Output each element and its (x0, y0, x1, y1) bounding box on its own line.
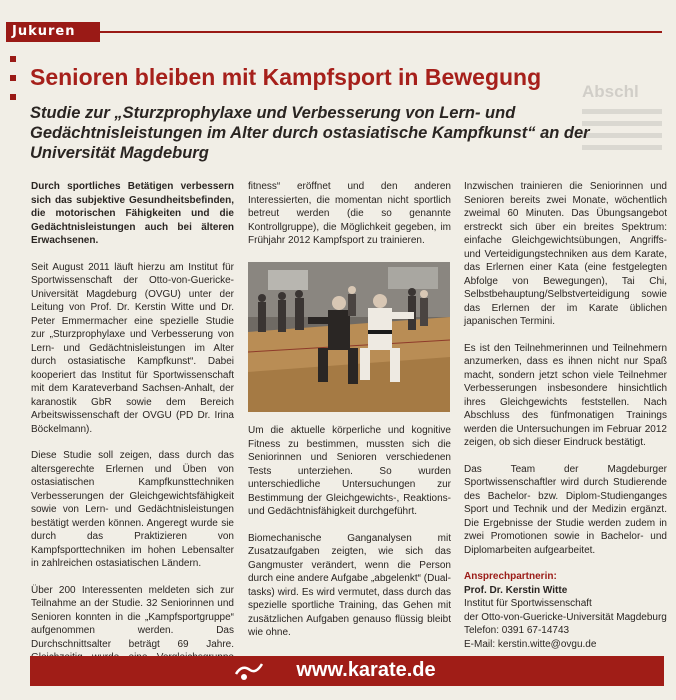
contact-heading: Ansprechpartnerin: (464, 571, 557, 582)
article-headline: Senioren bleiben mit Kampfsport in Bewegung (30, 64, 542, 90)
bleed-through-heading: Abschl (582, 82, 639, 101)
contact-institute: Institut für Sportwissenschaft (464, 598, 592, 609)
contact-phone: Telefon: 0391 67-14743 (464, 625, 570, 636)
text-column-2 (248, 180, 451, 261)
paragraph: Es ist den Teilnehmerinnen und Teilnehmern anzumerken, dass es ihnen nicht nur Spaß macht, sondern jetzt schon viele Teilnehmer Verbesserungen insbesondere hinsichtlich ihres Gleichgewichts feststellen. Nach Abschluss des fünfmonatigen Trainings werden die Untersuchungen im Februar 2012 zeigen, ob sich dieser Eindruck bestätigt. (464, 342, 667, 448)
decorative-squares (10, 56, 16, 113)
training-photo (248, 262, 450, 412)
bleed-line (582, 109, 662, 114)
paragraph: Das Team der Magdeburger Sportwissenschaftler wird durch Studierende des Bachelor- bzw. Diplom-Studienganges Sport und Technik und der Medizin ergänzt. Die Ergebnisse der Studie werden zudem in zwei Promotionen sowie in Bachelor- und Diplomarbeiten aufgearbeitet. (464, 463, 667, 556)
paragraph: Inzwischen trainieren die Seniorinnen und Senioren bereits zwei Monate, wöchentlich zweimal 60 Minuten. Das Übungsangebot erstreckt sich über ein breites Spektrum: einfache Gleichgewichtsübungen, Angriffs- und Verteidigungstechniken aus dem Karate, das Erlernen einer Kata (eine festgelegten Abfolge von Bewegungen), Tai Chi, Selbstbehauptung/Selbstverteidigung sowie das Erlernen der im Karate üblichen japanischen Termini. (464, 181, 667, 327)
bleed-line (582, 133, 662, 138)
article-subhead: Studie zur „Sturzprophylaxe und Verbesserung von Lern- und Gedächtnisleistungen im Alter durch ostasiatische Kampfkunst“ an der Universität Magdeburg (30, 104, 590, 162)
section-label: Jukuren (6, 22, 100, 42)
contact-university: der Otto-von-Guericke-Universität Magdeburg (464, 611, 667, 623)
square-bullet (10, 56, 16, 62)
bleed-line (582, 121, 662, 126)
lead-paragraph: Durch sportliches Betätigen verbessern sich das subjektive Gesundheitsbefinden, die motorischen Fähigkeiten und die Gedächtnisleistungen auch bei älteren Erwachsenen. (31, 181, 234, 246)
paragraph: Seit August 2011 läuft hierzu am Institut für Sportwissenschaft der Otto-von-Guericke-Universität Magdeburg (OVGU) unter der Leitung von Prof. Dr. Kerstin Witte und Dr. Peter Emmermacher eine spezielle Studie zur „Sturzprophylaxe und Verbesserung von Lern- und Gedächtnisleistungen im Alter durch ostasiatische Kampfkunst“. Dabei kooperiert das Institut für Sportwissenschaft mit dem Karateverband Sachsen-Anhalt, der karanostik GbR sowie dem Bereich Arbeitswissenschaft der OVGU (PD Dr. Irina Böckelmann). (31, 261, 234, 435)
paragraph: Diese Studie soll zeigen, dass durch das altersgerechte Erlernen und Üben von ostasiatischen Kampfkunsttechniken Verbesserungen der Gleichgewichtsfähigkeit sowie von Lern- und Gedächtnisleistungen bestätigt werden können. Angeregt wurde sie durch das Praktizieren von Kampfsporttechniken im hohen Lebensalter in zahlreichen ostasiatischen Ländern. (31, 450, 234, 569)
contact-email: E-Mail: kerstin.witte@ovgu.de (464, 638, 597, 650)
website-link[interactable]: www.karate.de (296, 659, 436, 681)
paragraph: Um die aktuelle körperliche und kognitive Fitness zu bestimmen, mussten sich die Seniorinnen und Senioren verschiedenen Tests unterziehen. So wurden unterschiedliche Untersuchungen zur Bestimmung der Gleichgewichts-, Reaktions- und Gedächtnisfähigkeit durchgeführt. (248, 425, 451, 517)
paragraph: Über 200 Interessenten meldeten sich zur Teilnahme an der Studie. 32 Seniorinnen und Senioren konnten in die „Kampfsportgruppe“ aufgenommen werden. Das Durchschnittsalter beträgt 69 Jahre. (31, 584, 234, 650)
contact-block (464, 570, 667, 651)
karate-logo-icon (232, 660, 266, 682)
footer-banner (30, 656, 664, 686)
square-bullet (10, 75, 16, 81)
karate-class-image (248, 262, 450, 412)
text-column-1 (31, 180, 234, 691)
bleed-line (582, 145, 662, 150)
contact-name: Prof. Dr. Kerstin Witte (464, 584, 568, 596)
section-rule (100, 31, 662, 33)
paragraph: fitness“ eröffnet und den anderen Interessierten, die momentan nicht sportlich betreut werden (die so genannte Kontrollgruppe), die Möglichkeit gegeben, im Frühjahr 2012 Kampfsport zu trainieren. (248, 181, 451, 246)
text-column-3 (464, 180, 667, 651)
paragraph: Biomechanische Ganganalysen mit Zusatzaufgaben zeigten, wie sich das Gangmuster verändert, wenn die Person durch eine andere Aufgabe „abgelenkt“ (Dual-tasks) wird. Es wird vermutet, dass durch das spezielle sportliche Training, das Gehen mit zusätzlichen Aufgaben genauso flüssig bleibt wie ohne. (248, 532, 451, 638)
square-bullet (10, 94, 16, 100)
bleed-through-text (582, 82, 676, 172)
text-column-2-lower (248, 424, 451, 653)
